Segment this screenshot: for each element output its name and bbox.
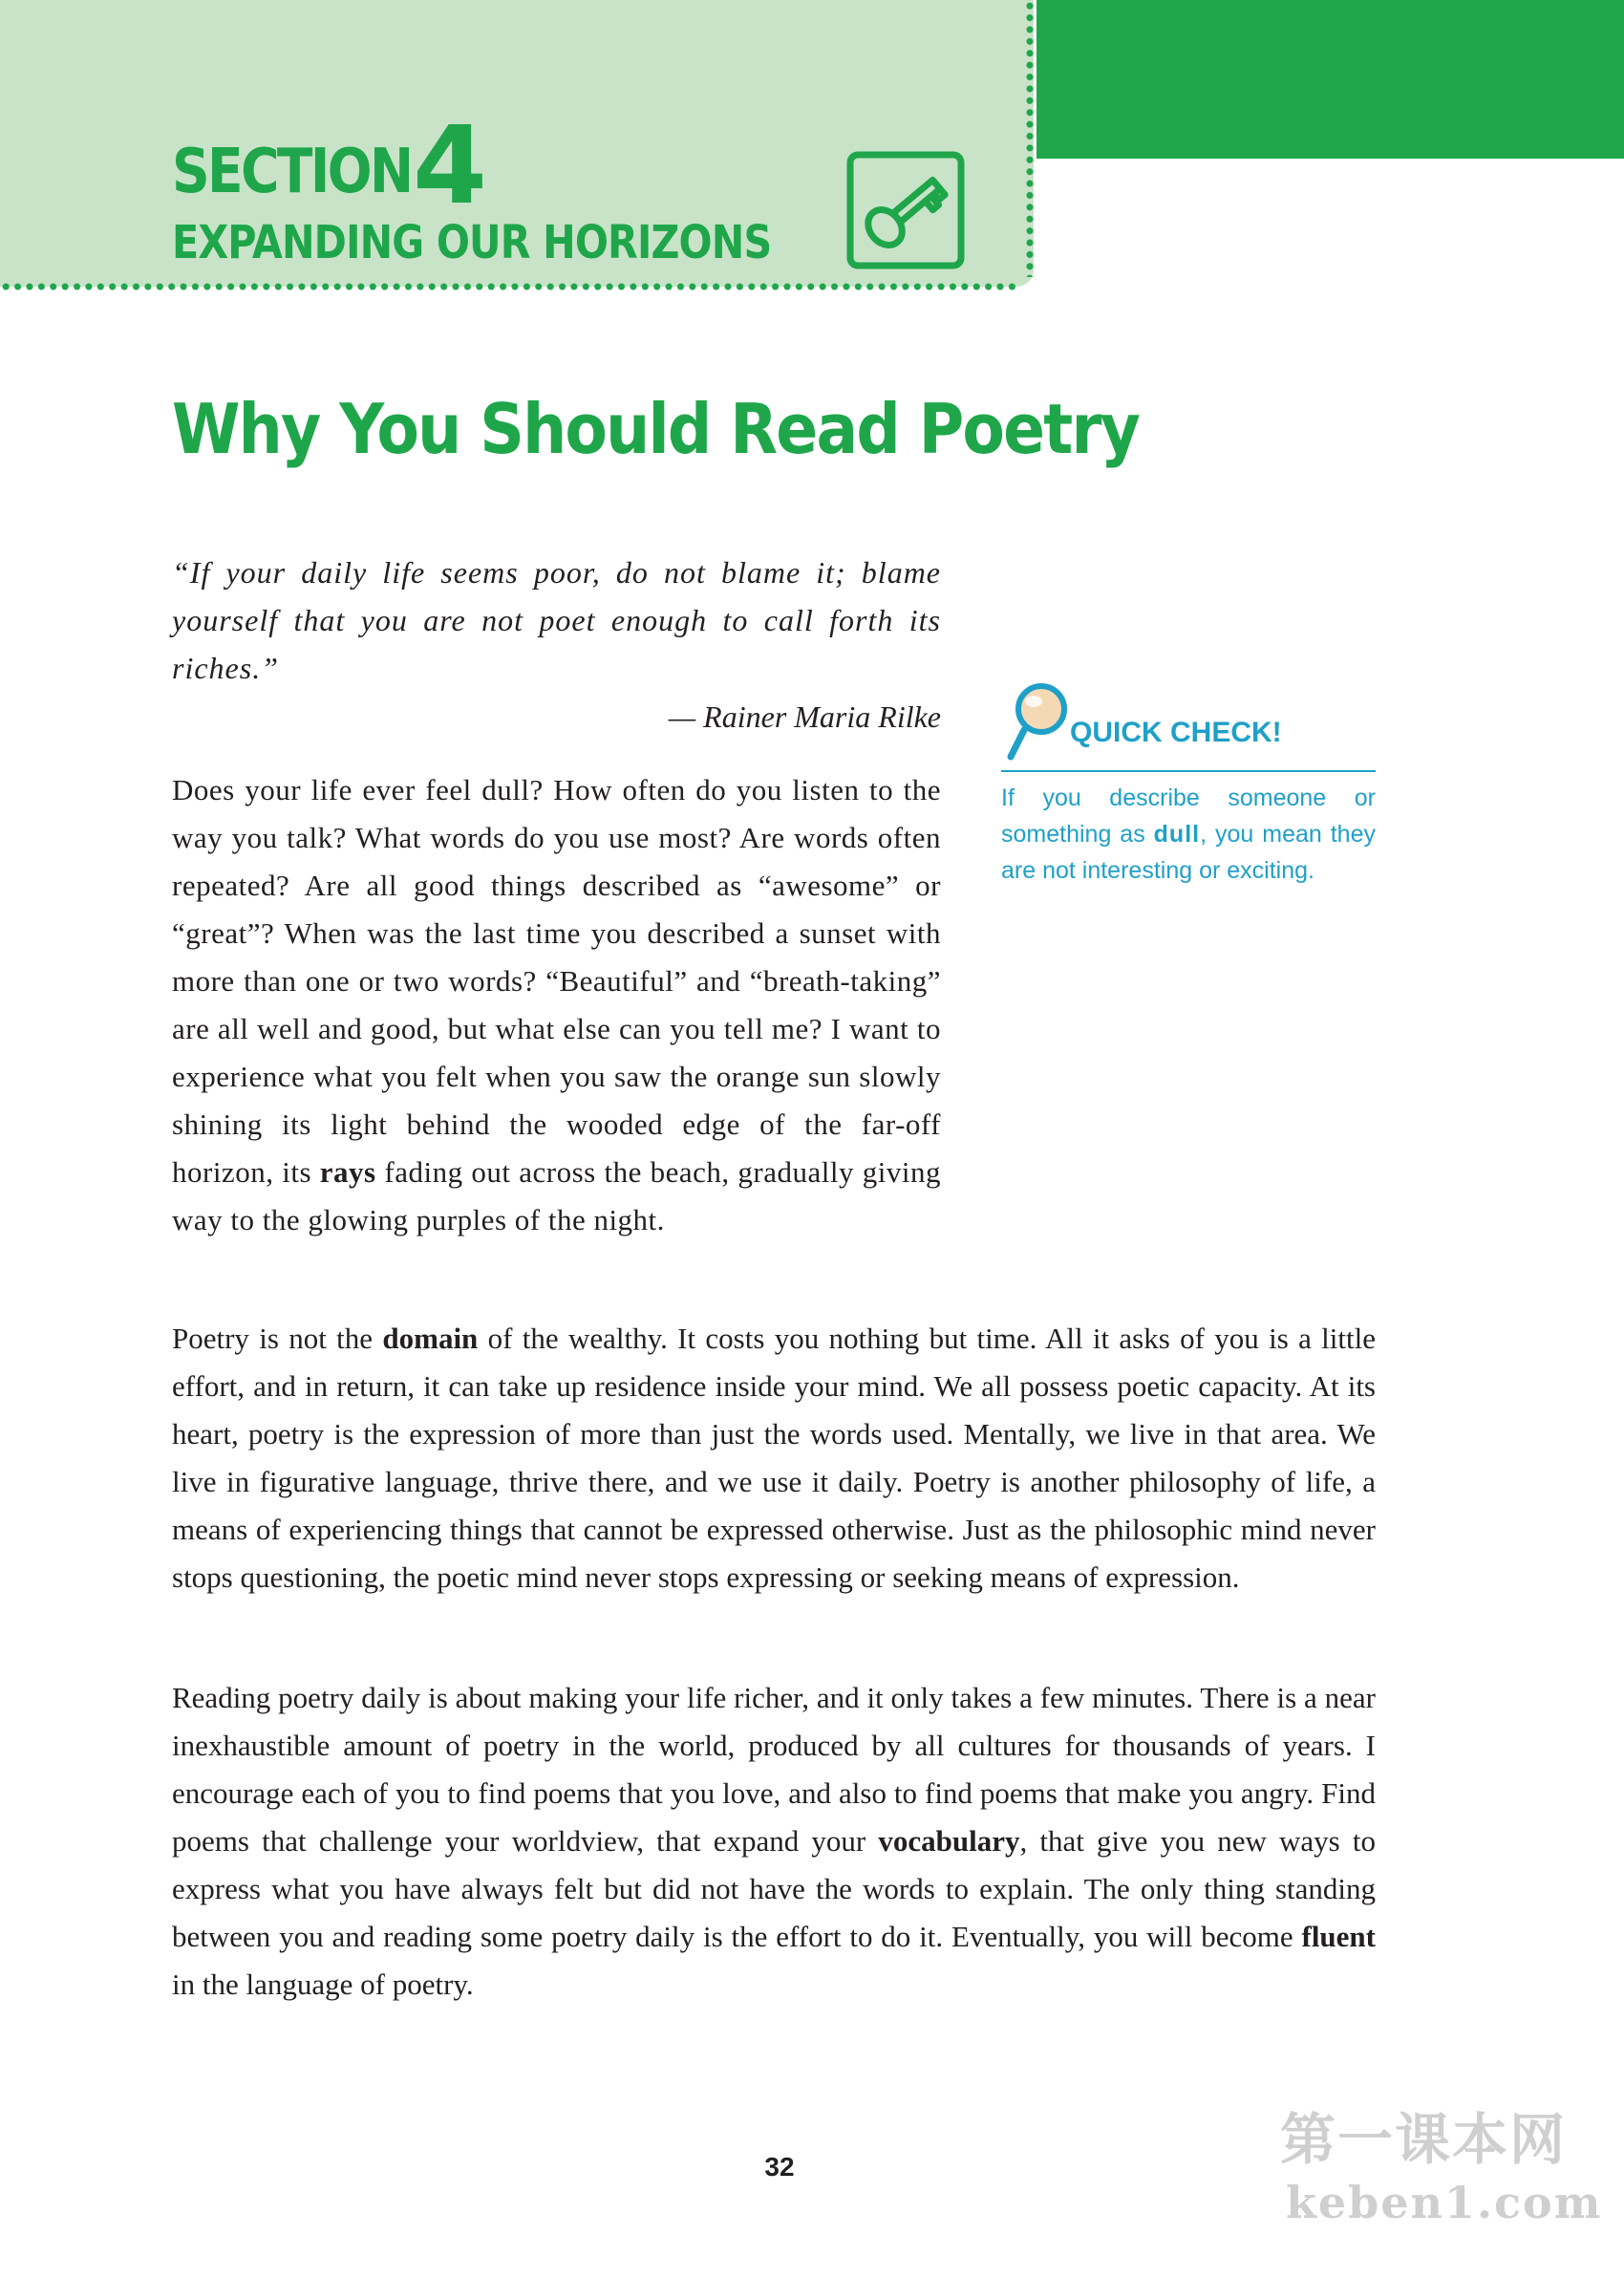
- section-number: 4: [413, 104, 487, 228]
- section-subtitle: EXPANDING OUR HORIZONS: [172, 216, 772, 269]
- key-icon: [846, 151, 965, 269]
- header-accent-band: [1036, 0, 1624, 159]
- vocab-term: rays: [319, 1155, 376, 1189]
- quick-check-label: QUICK CHECK!: [1070, 717, 1282, 748]
- page-number: 32: [764, 2152, 795, 2182]
- body-paragraph: Reading poetry daily is about making your life richer, and it only takes a few minutes. There is a near inexhaustible amount of poetry in the world, produced by all cultures for thousands of years. I encourage each of you to find poems that you love, and also to find poems that make you angry. Find poems that challenge your worldview, that expand your vocabulary, that give you new ways to express what you have always felt but did not have the words to explain. The only thing standing between you and reading some poetry daily is the effort to do it. Eventually, you will become fluent in the language of poetry.: [172, 1681, 1377, 2001]
- quick-check-term: dull: [1153, 821, 1201, 848]
- epigraph-author: — Rainer Maria Rilke: [668, 699, 941, 734]
- header-dotted-border-right: [1024, 0, 1036, 277]
- epigraph-quote: “If your daily life seems poor, do not blame it; blame yourself that you are not poet enough to call forth its riches.”: [172, 555, 941, 685]
- magnifier-icon: [1005, 680, 1072, 763]
- body-paragraph: Poetry is not the domain of the wealthy. It costs you nothing but time. All it asks of you is a little effort, and in return, it can take up residence inside your mind. We all possess poetic capacity. At its heart, poetry is the expression of more than just the words used. Mentally, we live in that area. We live in figurative language, thrive there, and we use it daily. Poetry is another philosophy of life, a means of experiencing things that cannot be expressed otherwise. Just as the philosophic mind never stops questioning, the poetic mind never stops expressing or seeking means of expression.: [172, 1322, 1376, 1594]
- vocab-term: fluent: [1301, 1920, 1376, 1953]
- watermark-url: keben1.com: [1286, 2177, 1603, 2228]
- quick-check-definition: If you describe someone or something as dull, you mean they are not interesting or exciting.: [1001, 785, 1376, 884]
- body-paragraph: Does your life ever feel dull? How often do you listen to the way you talk? What words do you use most? Are words often repeated? Are all good things described as “awesome” or “great”? When was the last time you described a sunset with more than one or two words? “Beautiful” and “breath-taking” are all well and good, but what else can you tell me? I want to experience what you felt when you saw the orange sun slowly shining its light behind the wooded edge of the far-off horizon, its rays fading out across the beach, gradually giving way to the glowing purples of the night.: [172, 773, 941, 1236]
- quick-check-divider: [1001, 770, 1376, 772]
- vocab-term: vocabulary: [878, 1824, 1020, 1858]
- page-title: Why You Should Read Poetry: [172, 389, 1140, 469]
- header-dotted-border-bottom: [0, 281, 1018, 292]
- vocab-term: domain: [382, 1322, 479, 1355]
- section-label: SECTION: [172, 137, 412, 207]
- watermark-text: 第一课本网: [1280, 2107, 1568, 2172]
